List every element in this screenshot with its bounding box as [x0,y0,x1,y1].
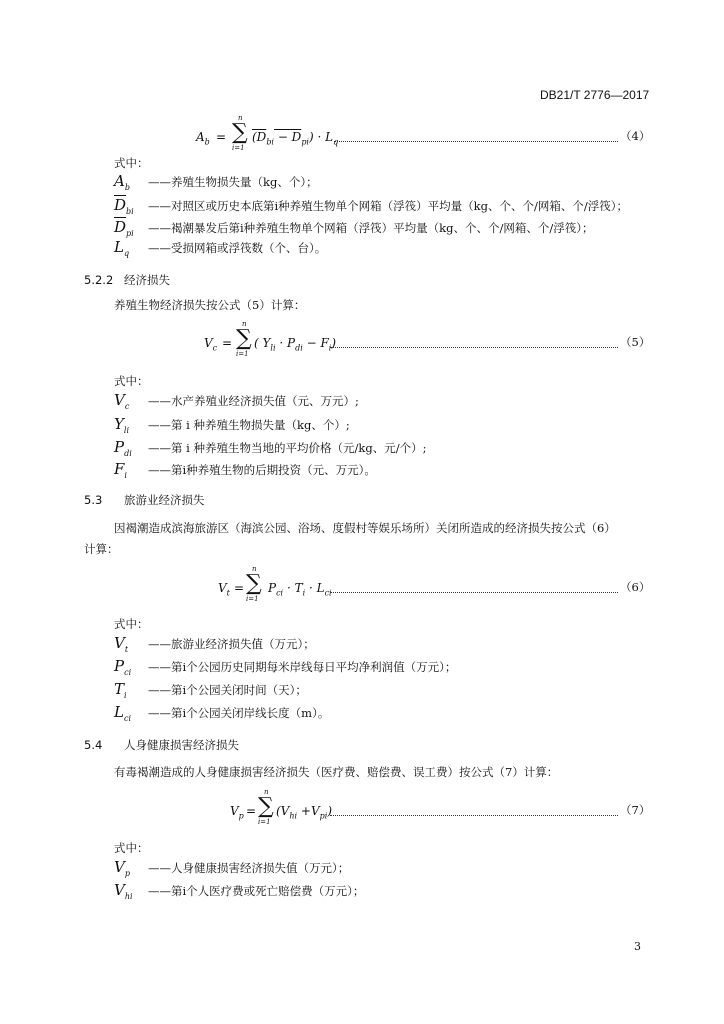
sum-lower-limit: i=1 [246,595,259,603]
formula-5-term: · P [275,336,296,350]
formula-7 [230,790,656,830]
paragraph: 养殖生物经济损失按公式（5）计算： [114,298,306,312]
sum-upper-limit: n [242,320,247,328]
section-heading-5-3: 5.3 旅游业经济损失 [84,493,205,507]
formula-6-sub: ci [276,588,284,598]
definition-line: $\overline{D}_{bi}$ ——对照区或历史本底第i种养殖生物单个网箱（浮筏）平均量（kg、个、个/网箱、个/浮筏）； [114,196,629,216]
definition-line: $\overline{D}_{pi}$ ——褐潮暴发后第i种养殖生物单个网箱（浮筏）平均量（kg、个、个/网箱、个/浮筏）； [114,218,594,238]
formula-number: （4） [620,129,651,143]
where-label: 式中： [114,156,149,170]
definition-line: $P_{di}$ ——第 i 种养殖生物当地的平均价格（元/kg、元/个）; [114,438,427,458]
leader-dots [334,129,618,142]
formula-6-lhs-sub: t [226,588,230,598]
formula-4-equals: = [216,130,227,144]
where-label: 式中： [114,841,149,855]
formula-4-sub: bi [266,137,274,147]
sum-lower-limit: i=1 [232,144,245,152]
formula-4-sub: pi [301,137,309,147]
formula-5-term: ) [331,336,337,350]
formula-6 [218,567,656,607]
formula-7-term: +V [297,804,320,818]
paragraph: 有毒褐潮造成的人身健康损害经济损失（医疗费、赔偿费、误工费）按公式（7）计算： [114,765,559,779]
formula-4-lhs-sub: b [204,137,210,147]
leader-dots [330,335,618,348]
definition-line: $A_b$ ——养殖生物损失量（kg、个）； [114,172,318,192]
formula-4-lhs: A [196,130,205,144]
formula-4-term: − D [274,130,302,144]
formula-7-term: (V [276,804,290,818]
formula-5-term: − F [302,336,329,350]
formula-5-sub: li [270,343,276,353]
leader-dots [330,803,618,816]
formula-7-lhs: V [230,804,239,818]
formula-7-sub: pi [319,811,328,821]
formula-5 [204,322,656,362]
sum-upper-limit: n [252,565,257,573]
formula-7-term: ) [327,804,332,818]
definition-line: $V_{hi}$ ——第i个人医疗费或死亡赔偿费（万元）； [114,881,365,901]
definition-line: $T_i$ ——第i个公园关闭时间（天）； [114,680,307,700]
formula-4-term: ) · L [309,130,334,144]
formula-7-equals: = [246,804,257,818]
formula-6-sub: ci [324,588,332,598]
formula-6-sub: i [302,588,306,598]
leader-dots [330,580,618,593]
page-number: 3 [634,940,641,953]
formula-5-sub: i [328,343,332,353]
formula-6-term: · L [305,581,325,595]
definition-line: $P_{ci}$ ——第i个公园历史同期每米岸线每日平均净利润值（万元）； [114,657,457,677]
formula-5-equals: = [222,336,233,350]
definition-line: $L_{ci}$ ——第i个公园关闭岸线长度（m）。 [114,703,330,723]
formula-number: （7） [620,803,651,817]
formula-6-term: · T [283,581,303,595]
sum-sign: ∑ [258,794,274,819]
definition-line: $V_c$ ——水产养殖业经济损失值（元、万元）; [114,391,359,411]
definition-line: $V_t$ ——旅游业经济损失值（万元）； [114,634,315,654]
where-label: 式中： [114,374,149,388]
paragraph: 因褐潮造成滨海旅游区（海滨公园、浴场、度假村等娱乐场所）关闭所造成的经济损失按公式（6） [114,521,616,535]
formula-5-lhs: V [204,336,213,350]
formula-4 [196,116,656,156]
definition-line: $Y_{li}$ ——第 i 种养殖生物损失量（kg、个）; [114,415,350,435]
formula-number: （5） [620,335,651,349]
formula-7-sub: hi [289,811,298,821]
definition-line: $L_q$ ——受损网箱或浮筏数（个、台）。 [114,238,327,258]
sum-upper-limit: n [264,788,269,796]
formula-5-term: ( Y [254,336,271,350]
sum-lower-limit: i=1 [258,818,271,826]
sum-sign: ∑ [232,120,248,145]
paragraph: 计算： [84,542,119,556]
sum-sign: ∑ [246,571,262,596]
standard-code: DB21/T 2776—2017 [540,88,650,102]
formula-5-lhs-sub: c [212,343,218,353]
formula-6-term: P [268,581,277,595]
sum-upper-limit: n [238,114,243,122]
sum-lower-limit: i=1 [236,350,249,358]
formula-number: （6） [620,580,651,594]
formula-4-sub: q [333,137,339,147]
section-heading-5-2-2: 5.2.2 经济损失 [84,273,170,287]
formula-7-lhs-sub: p [238,811,244,821]
formula-6-lhs: V [218,581,227,595]
formula-6-equals: = [234,581,245,595]
section-heading-5-4: 5.4 人身健康损害经济损失 [84,738,239,752]
definition-line: $V_p$ ——人身健康损害经济损失值（万元）； [114,858,350,878]
formula-5-sub: di [295,343,303,353]
definition-line: $F_i$ ——第i种养殖生物的后期投资（元、万元）。 [114,460,376,480]
formula-4-term: (D [252,130,267,144]
sum-sign: ∑ [236,326,252,351]
where-label: 式中： [114,617,149,631]
